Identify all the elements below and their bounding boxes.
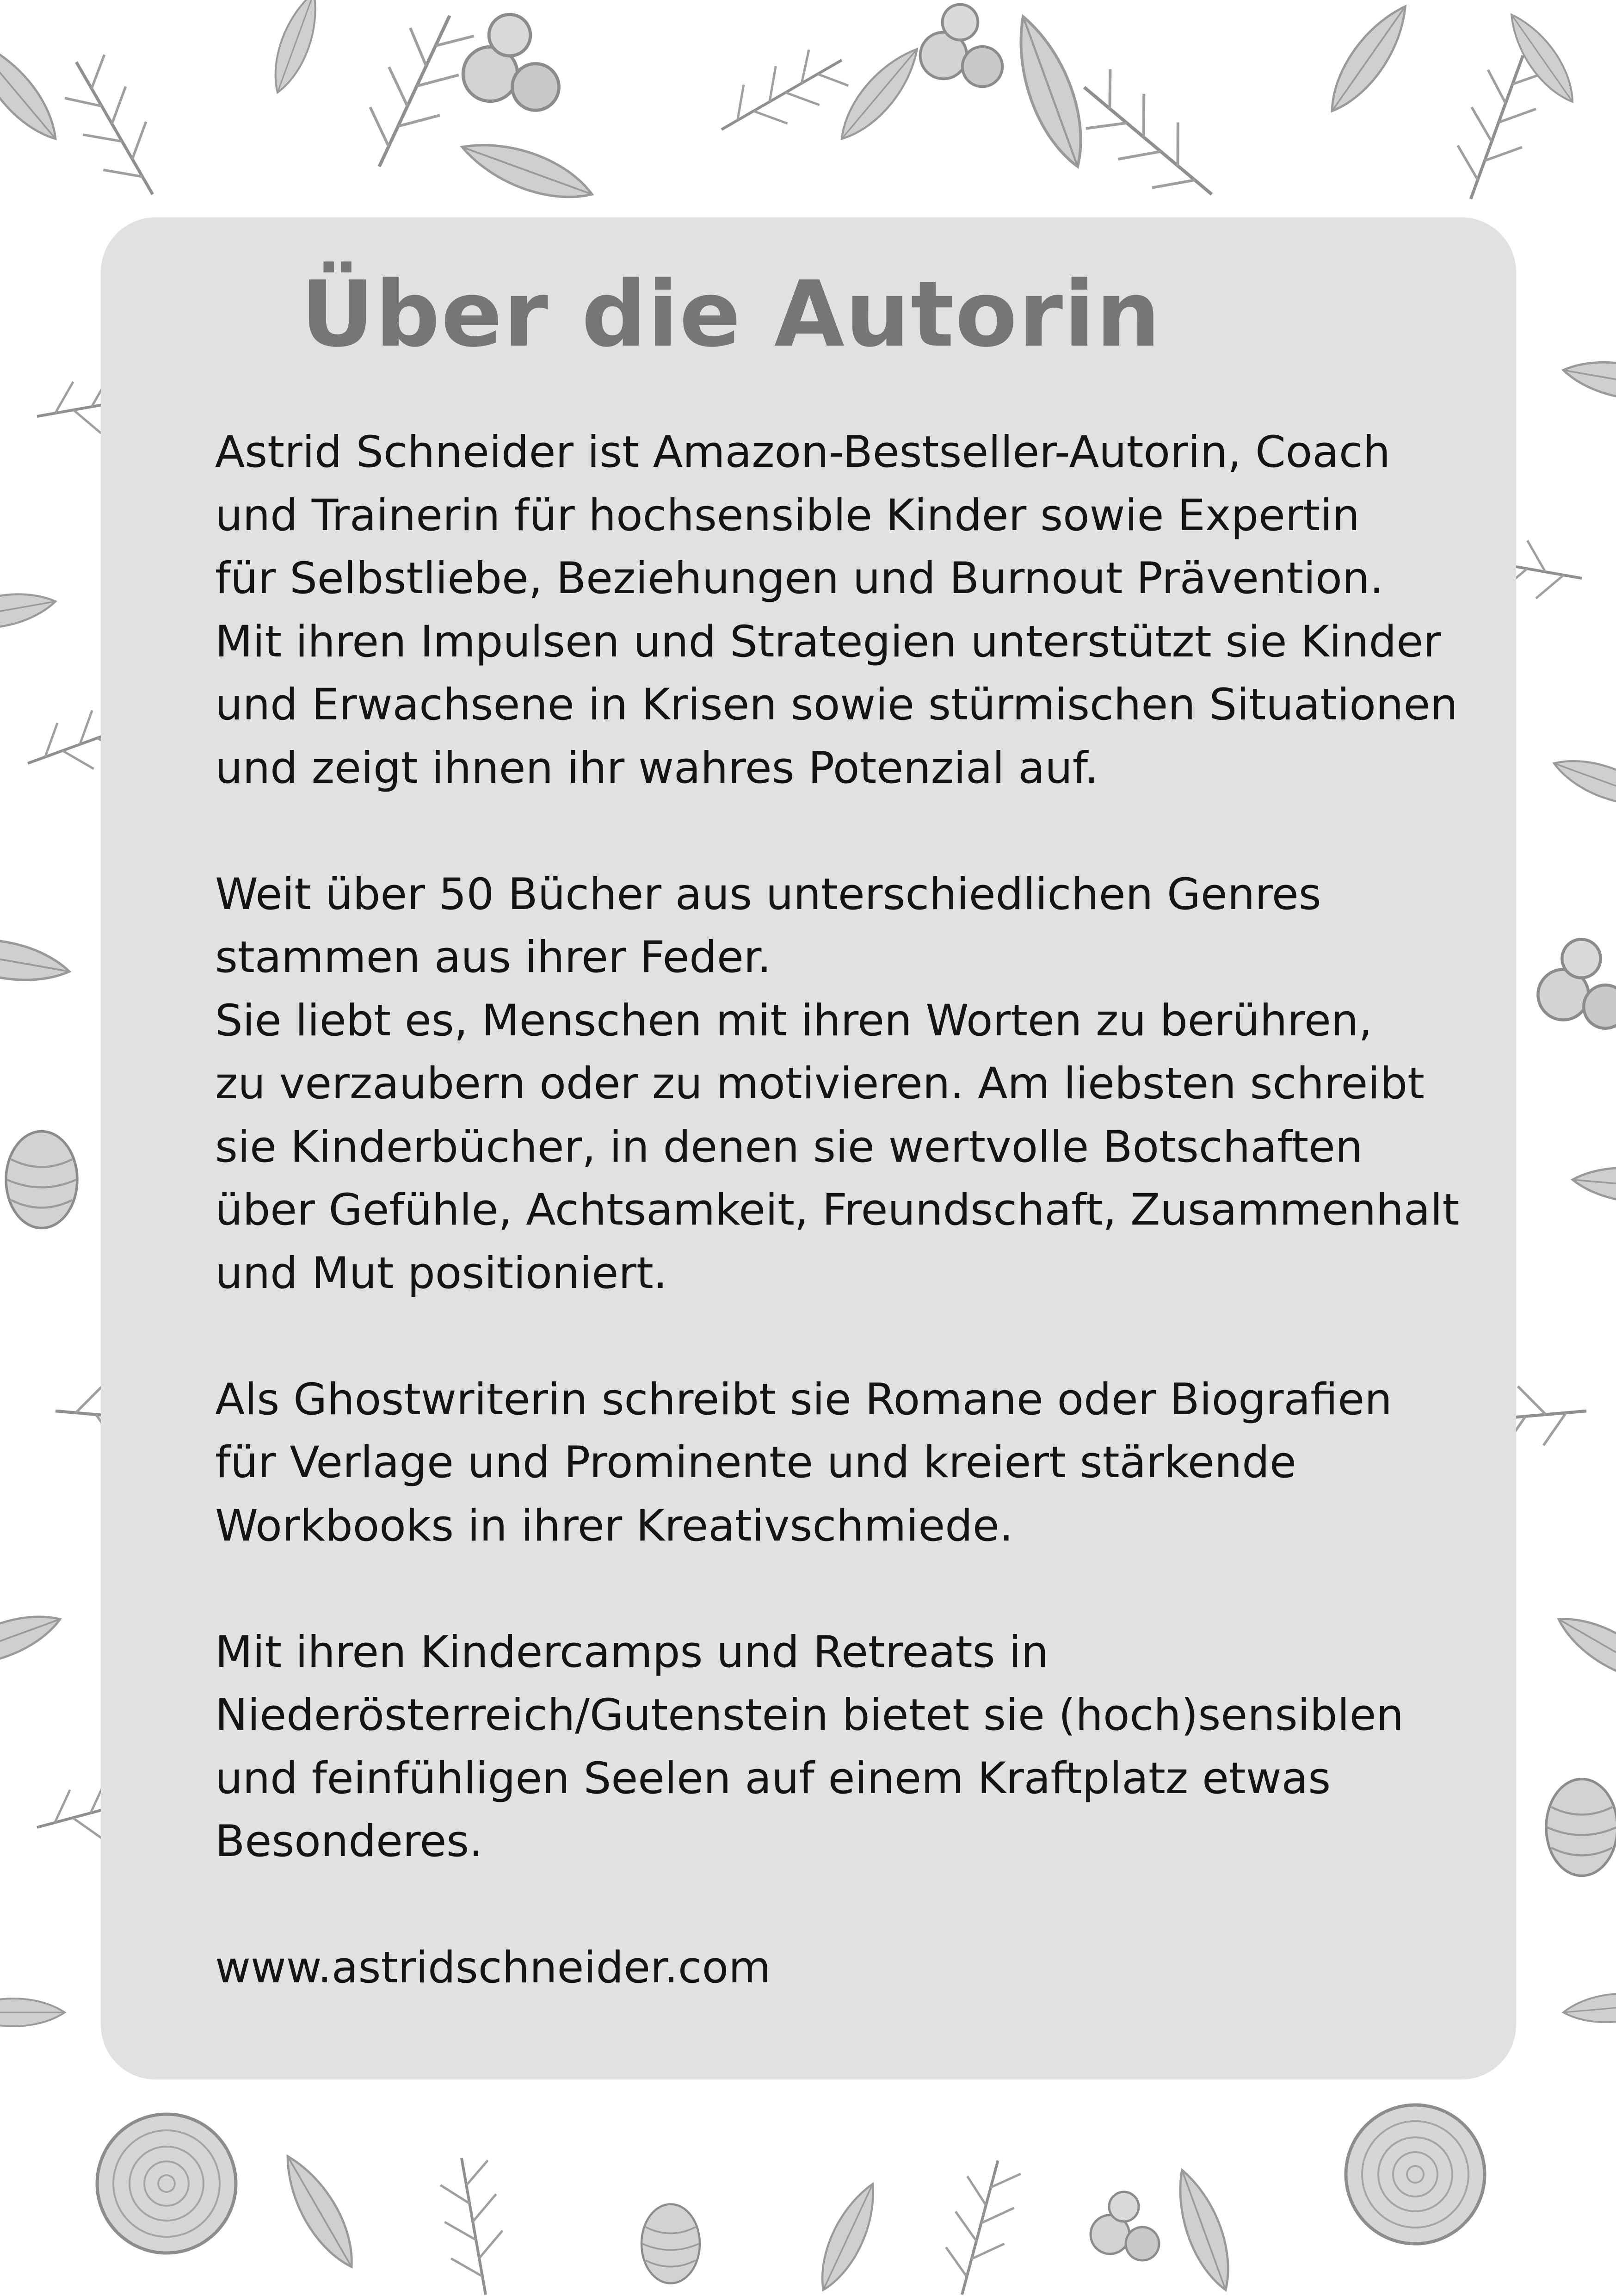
paragraph-camps (215, 1621, 1436, 1874)
text-line: und feinfühligen Seelen auf einem Kraftplatz etwas (215, 1753, 1331, 1804)
website-link[interactable]: www.astridschneider.com (215, 1943, 771, 1993)
paragraph-books (215, 863, 1460, 1306)
text-line: über Gefühle, Achtsamkeit, Freundschaft, Zusammenhalt (215, 1185, 1460, 1235)
text-line: zu verzaubern oder zu motivieren. Am liebsten schreibt (215, 1058, 1425, 1109)
text-line: sie Kinderbücher, in denen sie wertvolle Botschaften (215, 1121, 1363, 1172)
text-line: Workbooks in ihrer Kreativschmiede. (215, 1500, 1013, 1551)
text-line: Astrid Schneider ist Amazon-Bestseller-Autorin, Coach (215, 427, 1391, 477)
text-line: Mit ihren Kindercamps und Retreats in (215, 1627, 1049, 1677)
paragraph-ghostwriting (215, 1368, 1436, 1558)
text-line: und zeigt ihnen ihr wahres Potenzial auf. (215, 743, 1098, 793)
biography-text (215, 421, 1460, 2000)
text-line: für Verlage und Prominente und kreiert stärkende (215, 1437, 1296, 1488)
text-line: Weit über 50 Bücher aus unterschiedlichen Genres (215, 869, 1321, 920)
text-line: Besonderes. (215, 1816, 483, 1867)
text-line: für Selbstliebe, Beziehungen und Burnout Prävention. (215, 553, 1384, 604)
text-line: stammen aus ihrer Feder. (215, 932, 771, 983)
text-line: Mit ihren Impulsen und Strategien unterstützt sie Kinder (215, 616, 1441, 667)
page-title: Über die Autorin (301, 262, 1161, 367)
website-paragraph (215, 1937, 1436, 2000)
text-line: und Trainerin für hochsensible Kinder sowie Expertin (215, 490, 1360, 541)
text-line: Niederösterreich/Gutenstein bietet sie (hoch)sensiblen (215, 1690, 1404, 1740)
text-line: Sie liebt es, Menschen mit ihren Worten zu berühren, (215, 995, 1373, 1046)
text-line: Als Ghostwriterin schreibt sie Romane oder Biografien (215, 1374, 1392, 1425)
text-line: und Erwachsene in Krisen sowie stürmischen Situationen (215, 680, 1458, 730)
text-line: und Mut positioniert. (215, 1248, 667, 1299)
paragraph-intro (215, 421, 1458, 800)
